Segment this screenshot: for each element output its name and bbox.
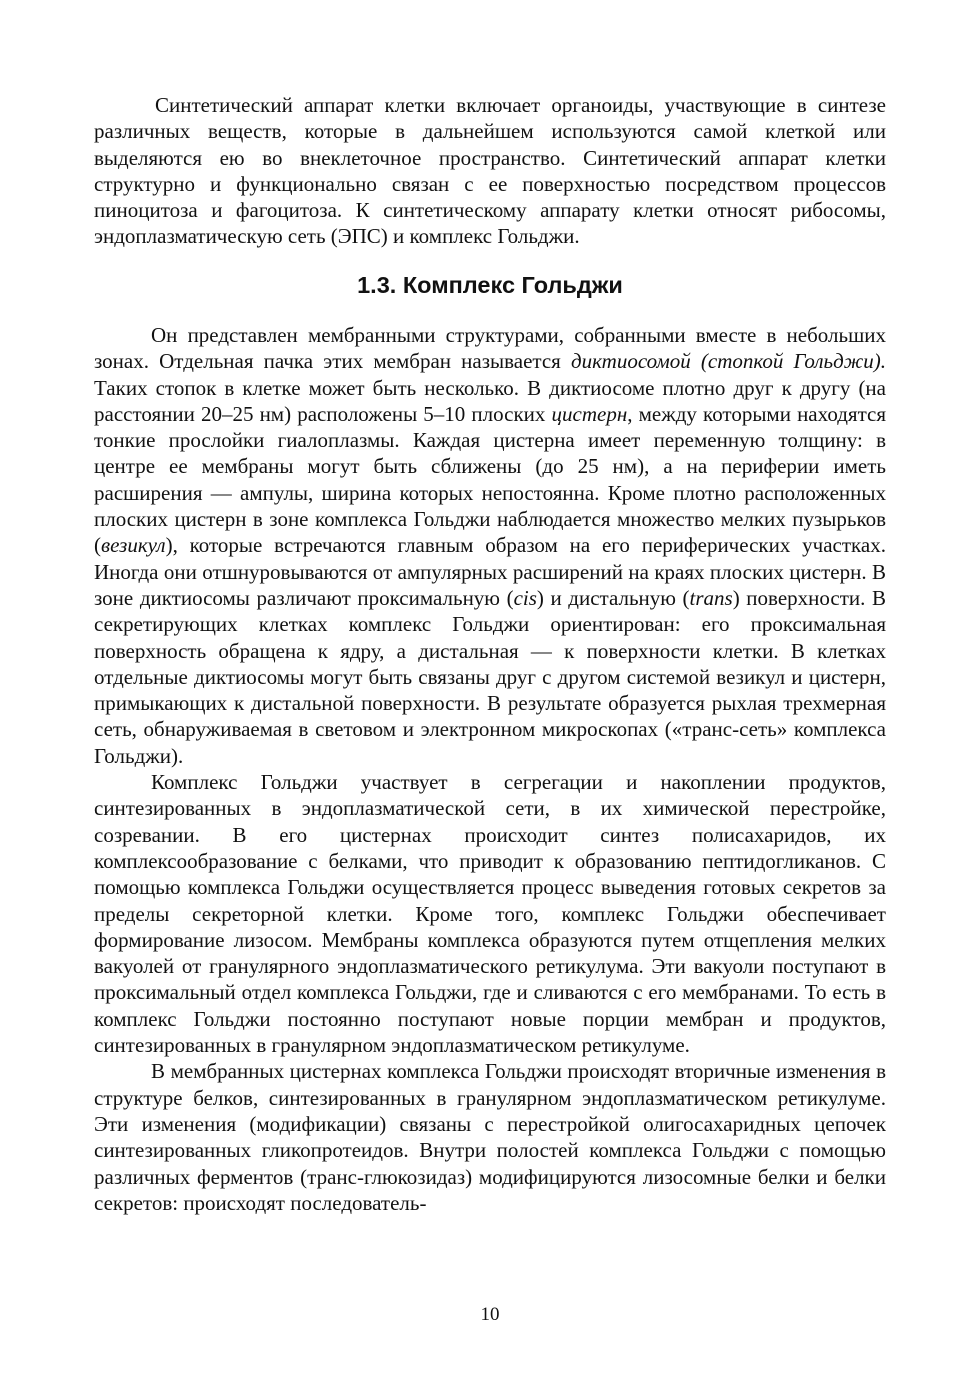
paragraph-modifications: В мембранных цистернах комплекса Гольджи происходят вторичные изменения в структуре белков, синтезированных в гранулярном эндоплазматическом ретикулуме. Эти изменения (модификации) связаны с перестройкой олигосахаридных цепочек синтезированных гликопротеидов. Внутри полостей комплекса Гольджи с помощью различных ферментов (транс-глюкозидаз) модифицируются лизосомные белки и белки секретов: происходят последователь- — [94, 1059, 886, 1215]
paragraph-text: Он представлен мембранными структурами, собранными вместе в небольших зонах. Отдельная пачка этих мембран называется — [94, 323, 886, 374]
italic-term-cis: cis — [513, 585, 537, 610]
paragraph-golgi-function: Комплекс Гольджи участвует в сегрегации и накоплении продуктов, синтезированных в эндоплазматической сети, в их химической перестройке, созревании. В его цистернах происходит синтез полисахаридов, их комплексообразование с белками, что приводит к образованию пептидогликанов. С помощью комплекса Гольджи осуществляется процесс выведения готовых секретов за пределы секреторной клетки. Кроме того, комплекс Гольджи обеспечивает формирование лизосом. Мембраны комплекса образуются путем отщепления мелких вакуолей от гранулярного эндоплазматического ретикулума. Эти вакуоли поступают в проксимальный отдел комплекса Гольджи, где и сливаются с его мембранами. То есть в комплекс Гольджи постоянно поступают новые порции мембран и продуктов, синтезированных в гранулярном эндоплазматическом ретикулуме. — [94, 770, 886, 1058]
main-body — [94, 322, 886, 1216]
italic-term-trans: trans — [689, 585, 733, 610]
paragraph-text: ), которые встречаются главным образом на его периферических участках. Иногда они отшнуровываются от ампулярных расширений на краях плоских цистерн. В зоне диктиосомы различают проксимальную ( — [94, 533, 886, 610]
italic-term-cisterns: цистерн — [551, 401, 628, 426]
paragraph-text: , между которыми находятся тонкие прослойки гиалоплазмы. Каждая цистерна имеет переменную толщину: в центре ее мембраны могут быть сближены (до 25 нм), а на периферии иметь расширения — ампулы, ширина которых непостоянна. Кроме плотно расположенных плоских цистерн в зоне комплекса Гольджи наблюдается множество мелких пузырьков ( — [94, 401, 886, 558]
paragraph-text: ) поверхности. В секретирующих клетках комплекс Гольджи ориентирован: его проксимальная поверхность обращена к ядру, а дистальная — к поверхности клетки. В клетках отдельные диктиосомы могут быть связаны друг с другом системой везикул и цистерн, примыкающих к дистальной поверхности. В результате образуется рыхлая трехмерная сеть, обнаруживаемая в световом и электронном микроскопах («транс-сеть» комплекса Гольджи). — [94, 585, 886, 768]
section-heading: 1.3. Комплекс Гольджи — [357, 272, 623, 298]
intro-paragraph: Синтетический аппарат клетки включает органоиды, участвующие в синтезе различных веществ, которые в дальнейшем используются самой клеткой или выделяются ею во внеклеточное пространство. Синтетический аппарат клетки структурно и функционально связан с ее поверхностью посредством процессов пиноцитоза и фагоцитоза. К синтетическому аппарату клетки относят рибосомы, эндоплазматическую сеть (ЭПС) и комплекс Гольджи. — [94, 93, 886, 249]
paragraph-text: Таких стопок в клетке может быть несколько. В диктиосоме плотно друг к другу (на расстоянии 20–25 нм) расположены 5–10 плоских — [94, 375, 886, 426]
italic-term-vesicles: везикул — [101, 533, 166, 558]
paragraph-dictyosome — [94, 322, 886, 769]
paragraph-text: ) и дистальную ( — [536, 585, 690, 610]
page-number: 10 — [480, 1304, 500, 1325]
italic-term-dictyosome: диктиосомой (стопкой Гольджи). — [571, 349, 887, 374]
intro-section — [94, 92, 886, 250]
